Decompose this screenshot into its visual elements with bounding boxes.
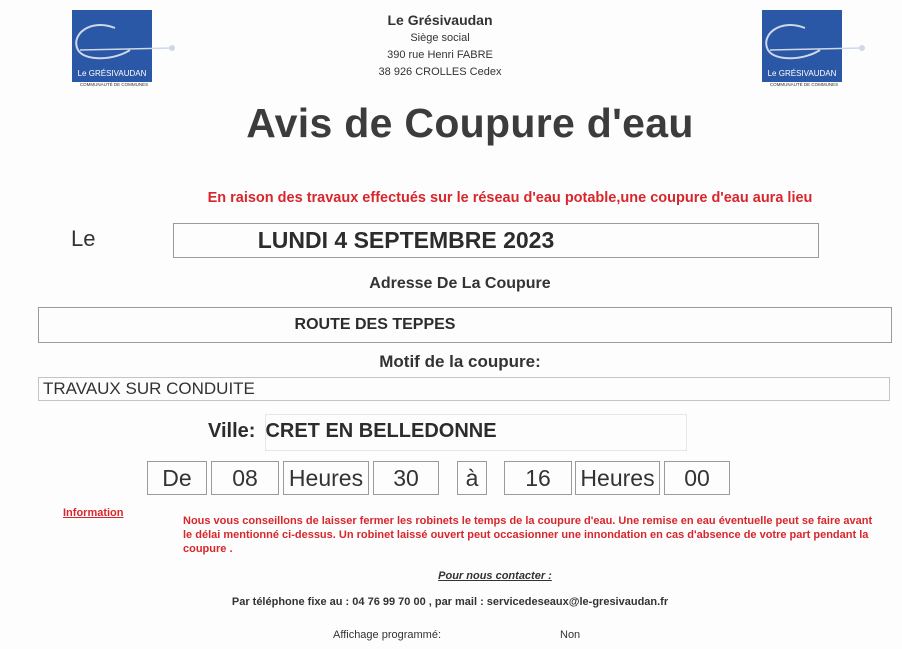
- address-line-3: 38 926 CROLLES Cedex: [378, 66, 502, 78]
- date-label: Le: [71, 226, 96, 251]
- intro-notice: En raison des travaux effectués sur le réseau d'eau potable,une coupure d'eau aura lieu: [207, 190, 813, 206]
- logo-subtext: COMMUNAUTÉ DE COMMUNES: [79, 82, 149, 87]
- ville-row: [208, 420, 497, 443]
- header-block: [300, 10, 580, 81]
- information-label: Information: [63, 507, 124, 519]
- logo-text: Le GRÉSIVAUDAN: [77, 69, 147, 78]
- time-heures-label-1: Heures: [283, 461, 369, 495]
- information-text: Nous vous conseillons de laisser fermer les robinets le temps de la coupure d'eau. Une remise en eau éventuelle peut se faire avant le délai mentionné ci-dessus. Un robinet laissé ouvert peut occasionner une innondation en cas d'absence de votre part pendant la coupure .: [183, 515, 873, 555]
- date-value: LUNDI 4 SEPTEMBRE 2023: [257, 227, 555, 253]
- address-line-2: 390 rue Henri FABRE: [387, 49, 493, 61]
- logo-text: Le GRÉSIVAUDAN: [767, 69, 837, 78]
- contact-line: Par téléphone fixe au : 04 76 99 70 00 , par mail : servicedeseaux@le-gresivaudan.fr: [231, 596, 669, 608]
- ville-label: Ville:: [208, 420, 256, 442]
- org-name: Le Grésivaudan: [387, 12, 493, 28]
- motif-value: TRAVAUX SUR CONDUITE: [43, 379, 255, 398]
- address-line-1: Siège social: [410, 32, 470, 44]
- time-de-label: De: [147, 461, 207, 495]
- page-title: Avis de Coupure d'eau: [246, 100, 694, 146]
- gresivaudan-logo-right: [750, 10, 866, 90]
- affichage-label: Affichage programmé:: [333, 629, 442, 641]
- affichage-value: Non: [560, 629, 581, 641]
- date-field: [173, 223, 819, 258]
- time-start-hour: 08: [211, 461, 279, 495]
- address-field: [38, 307, 892, 343]
- time-heures-label-2: Heures: [575, 461, 660, 495]
- motif-label: Motif de la coupure:: [379, 352, 541, 371]
- address-value: ROUTE DES TEPPES: [294, 316, 456, 333]
- address-label: Adresse De La Coupure: [369, 275, 551, 292]
- time-end-hour: 16: [504, 461, 572, 495]
- contact-label: Pour nous contacter :: [438, 570, 552, 582]
- gresivaudan-logo-left: [60, 10, 176, 90]
- logo-subtext: COMMUNAUTÉ DE COMMUNES: [769, 82, 839, 87]
- time-end-min: 00: [664, 461, 730, 495]
- ville-value: CRET EN BELLEDONNE: [265, 420, 497, 442]
- time-a-label: à: [457, 461, 487, 495]
- motif-field: [38, 377, 890, 401]
- time-start-min: 30: [373, 461, 439, 495]
